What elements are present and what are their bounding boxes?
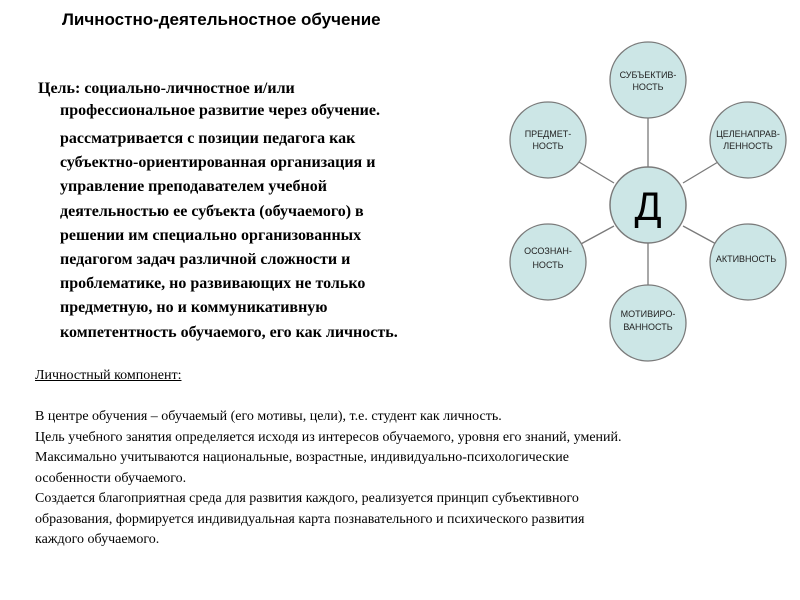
personal-line: Создается благоприятная среда для развития каждого, реализуется принцип субъективного (35, 491, 579, 506)
personal-component-section (35, 366, 795, 551)
connector-lower-left (579, 226, 614, 245)
node-lower-left-label-1: ОСОЗНАН- (524, 246, 572, 256)
personal-line: каждого обучаемого. (35, 532, 160, 547)
node-center (610, 167, 686, 243)
description-line: педагогом задач различной сложности и (60, 251, 351, 269)
description-line: деятельностью ее субъекта (обучаемого) в (60, 202, 364, 220)
goal-line-2: профессиональное развитие через обучение. (60, 102, 380, 119)
personal-heading: Личностный компонент: (35, 368, 182, 383)
node-lower-right (710, 224, 786, 300)
node-bottom (610, 285, 686, 361)
description-line: решении им специально организованных (60, 226, 362, 244)
node-upper-left (510, 102, 586, 178)
node-upper-left-label-1: ПРЕДМЕТ- (524, 129, 572, 139)
connector-upper-left (579, 162, 614, 183)
description-line: компетентность обучаемого, его как личность. (60, 323, 398, 341)
description-line: проблематике, но развивающих не только (60, 275, 366, 293)
personal-line: образования, формируется индивидуальная карта познавательного и психического развития (35, 511, 585, 527)
node-bottom-label-1: МОТИВИРО- (620, 309, 676, 319)
node-upper-right-label-2: ЛЕННОСТЬ (723, 141, 773, 151)
personal-line: особенности обучаемого. (35, 470, 187, 486)
description-line: рассматривается с позиции педагога как (60, 130, 356, 147)
node-upper-left-label-2: НОСТЬ (532, 141, 564, 151)
personal-line: В центре обучения – обучаемый (его мотивы, цели), т.е. студент как личность. (35, 409, 502, 424)
personal-line: Цель учебного занятия определяется исходя из интересов обучаемого, уровня его знаний, умений. (35, 429, 622, 445)
node-bottom-label-2: ВАННОСТЬ (623, 322, 673, 332)
slide-title: Личностно-деятельностное обучение (62, 10, 381, 29)
connector-lower-right (683, 226, 718, 245)
activity-diagram (500, 40, 800, 370)
description-line: предметную, но и коммуникативную (60, 299, 328, 317)
personal-line: Максимально учитываются национальные, возрастные, индивидуально-психологические (35, 450, 569, 465)
node-lower-left (510, 224, 586, 300)
spacer (35, 387, 795, 408)
node-upper-right-label-1: ЦЕЛЕНАПРАВ- (716, 129, 780, 139)
center-label: Д (634, 185, 662, 229)
goal-statement (38, 78, 498, 122)
node-top-label-2: НОСТЬ (632, 82, 664, 92)
goal-line-1: Цель: социально-личностное и/или (38, 80, 295, 97)
node-lower-left-label-2: НОСТЬ (532, 260, 564, 270)
node-top (610, 42, 686, 118)
node-upper-right (710, 102, 786, 178)
node-lower-right-label-1: АКТИВНОСТЬ (715, 254, 777, 264)
connector-upper-right (683, 162, 718, 183)
description-line: управление преподавателем учебной (60, 178, 327, 196)
node-top-label-1: СУБЪЕКТИВ- (619, 70, 677, 80)
description-line: субъектно-ориентированная организация и (60, 154, 376, 172)
description-paragraph (60, 127, 500, 345)
